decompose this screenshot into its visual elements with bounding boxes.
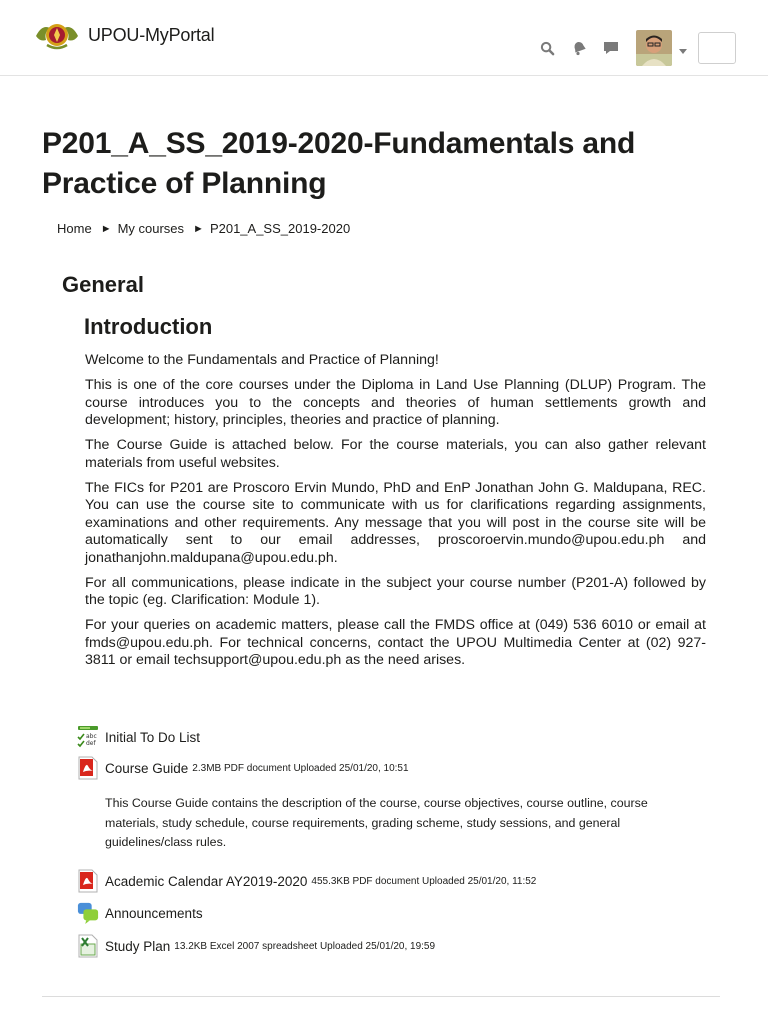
svg-text:abc: abc [86, 733, 97, 740]
breadcrumb-separator-icon: ► [193, 222, 204, 235]
footer-divider [42, 996, 720, 997]
activity-meta: 2.3MB PDF document Uploaded 25/01/20, 10:51 [192, 762, 409, 774]
summary-paragraph: For your queries on academic matters, please call the FMDS office at (049) 536 6010 or email at fmds@upou.edu.ph. For technical concerns, contact the UPOU Multimedia Center at (02) 927-3811 or email techsupport@upou.edu.ph as the need arises. [85, 617, 706, 668]
excel-icon [77, 934, 99, 958]
search-icon[interactable] [538, 39, 556, 57]
breadcrumb-my-courses[interactable]: My courses [117, 221, 185, 236]
message-icon[interactable] [602, 39, 620, 57]
summary-paragraph: For all communications, please indicate in the subject your course number (P201-A) followed by the topic (eg. Clarification: Module 1). [85, 574, 706, 608]
user-menu-caret-icon[interactable] [678, 43, 688, 53]
activity-name[interactable]: Academic Calendar AY2019-2020 [105, 873, 308, 889]
activity-announcements[interactable] [77, 901, 203, 925]
user-avatar[interactable] [636, 30, 672, 66]
activity-name[interactable]: Announcements [105, 905, 203, 921]
breadcrumb-home[interactable]: Home [57, 221, 92, 236]
pdf-icon [77, 756, 99, 780]
brand-name: UPOU-MyPortal [88, 24, 215, 45]
activity-academic-calendar[interactable] [77, 869, 536, 893]
breadcrumb-separator-icon: ► [100, 222, 112, 235]
activity-name[interactable]: Course Guide [105, 760, 189, 776]
summary-paragraph: The FICs for P201 are Proscoro Ervin Mundo, PhD and EnP Jonathan John G. Maldupana, REC. You can use the course site to communicate with us for clarifications regarding assignments, examinations and other requirements. Any message that you will post in the course site will be automatically sent to our email addresses, proscoroervin.mundo@upou.edu.ph and jonathanjohn.maldupana@upou.edu.ph. [85, 479, 706, 566]
activity-description: This Course Guide contains the description of the course, course objectives, course outline, course materials, study schedule, course requirements, grading scheme, study sessions, and general guidelines/class rules. [105, 796, 648, 849]
top-navbar [0, 0, 768, 76]
activity-course-guide[interactable] [77, 756, 409, 780]
summary-paragraph: The Course Guide is attached below. For the course materials, you can also gather relevant materials from useful websites. [85, 437, 706, 471]
activity-initial-to-do-list[interactable] [77, 725, 200, 749]
page-title: P201_A_SS_2019-2020-Fundamentals and Practice of Planning [42, 127, 636, 200]
intro-title: Introduction [84, 314, 213, 339]
upou-logo-icon [32, 18, 82, 52]
breadcrumb-course[interactable]: P201_A_SS_2019-2020 [209, 221, 351, 236]
forum-icon [77, 901, 99, 925]
summary-paragraph: This is one of the core courses under the Diploma in Land Use Planning (DLUP) Program. The course introduces you to the concepts and theories of human settlements growth and development; history, principles, theories and practice of planning. [85, 377, 706, 428]
activity-meta: 13.2KB Excel 2007 spreadsheet Uploaded 25/01/20, 19:59 [174, 940, 436, 952]
section-title: General [62, 272, 144, 297]
svg-text:def: def [86, 740, 96, 747]
activity-study-plan[interactable] [77, 934, 435, 958]
summary-paragraph: Welcome to the Fundamentals and Practice of Planning! [85, 352, 439, 368]
checklist-icon [77, 725, 99, 749]
activity-meta: 455.3KB PDF document Uploaded 25/01/20, 11:52 [311, 875, 537, 887]
breadcrumb [57, 221, 350, 236]
course-summary [85, 352, 706, 677]
pdf-icon [77, 869, 99, 893]
bell-icon[interactable] [570, 39, 588, 57]
activity-name[interactable]: Initial To Do List [105, 729, 201, 745]
activity-name[interactable]: Study Plan [105, 938, 171, 954]
brand-link[interactable] [32, 24, 215, 52]
drawer-toggle-button[interactable] [698, 32, 736, 64]
